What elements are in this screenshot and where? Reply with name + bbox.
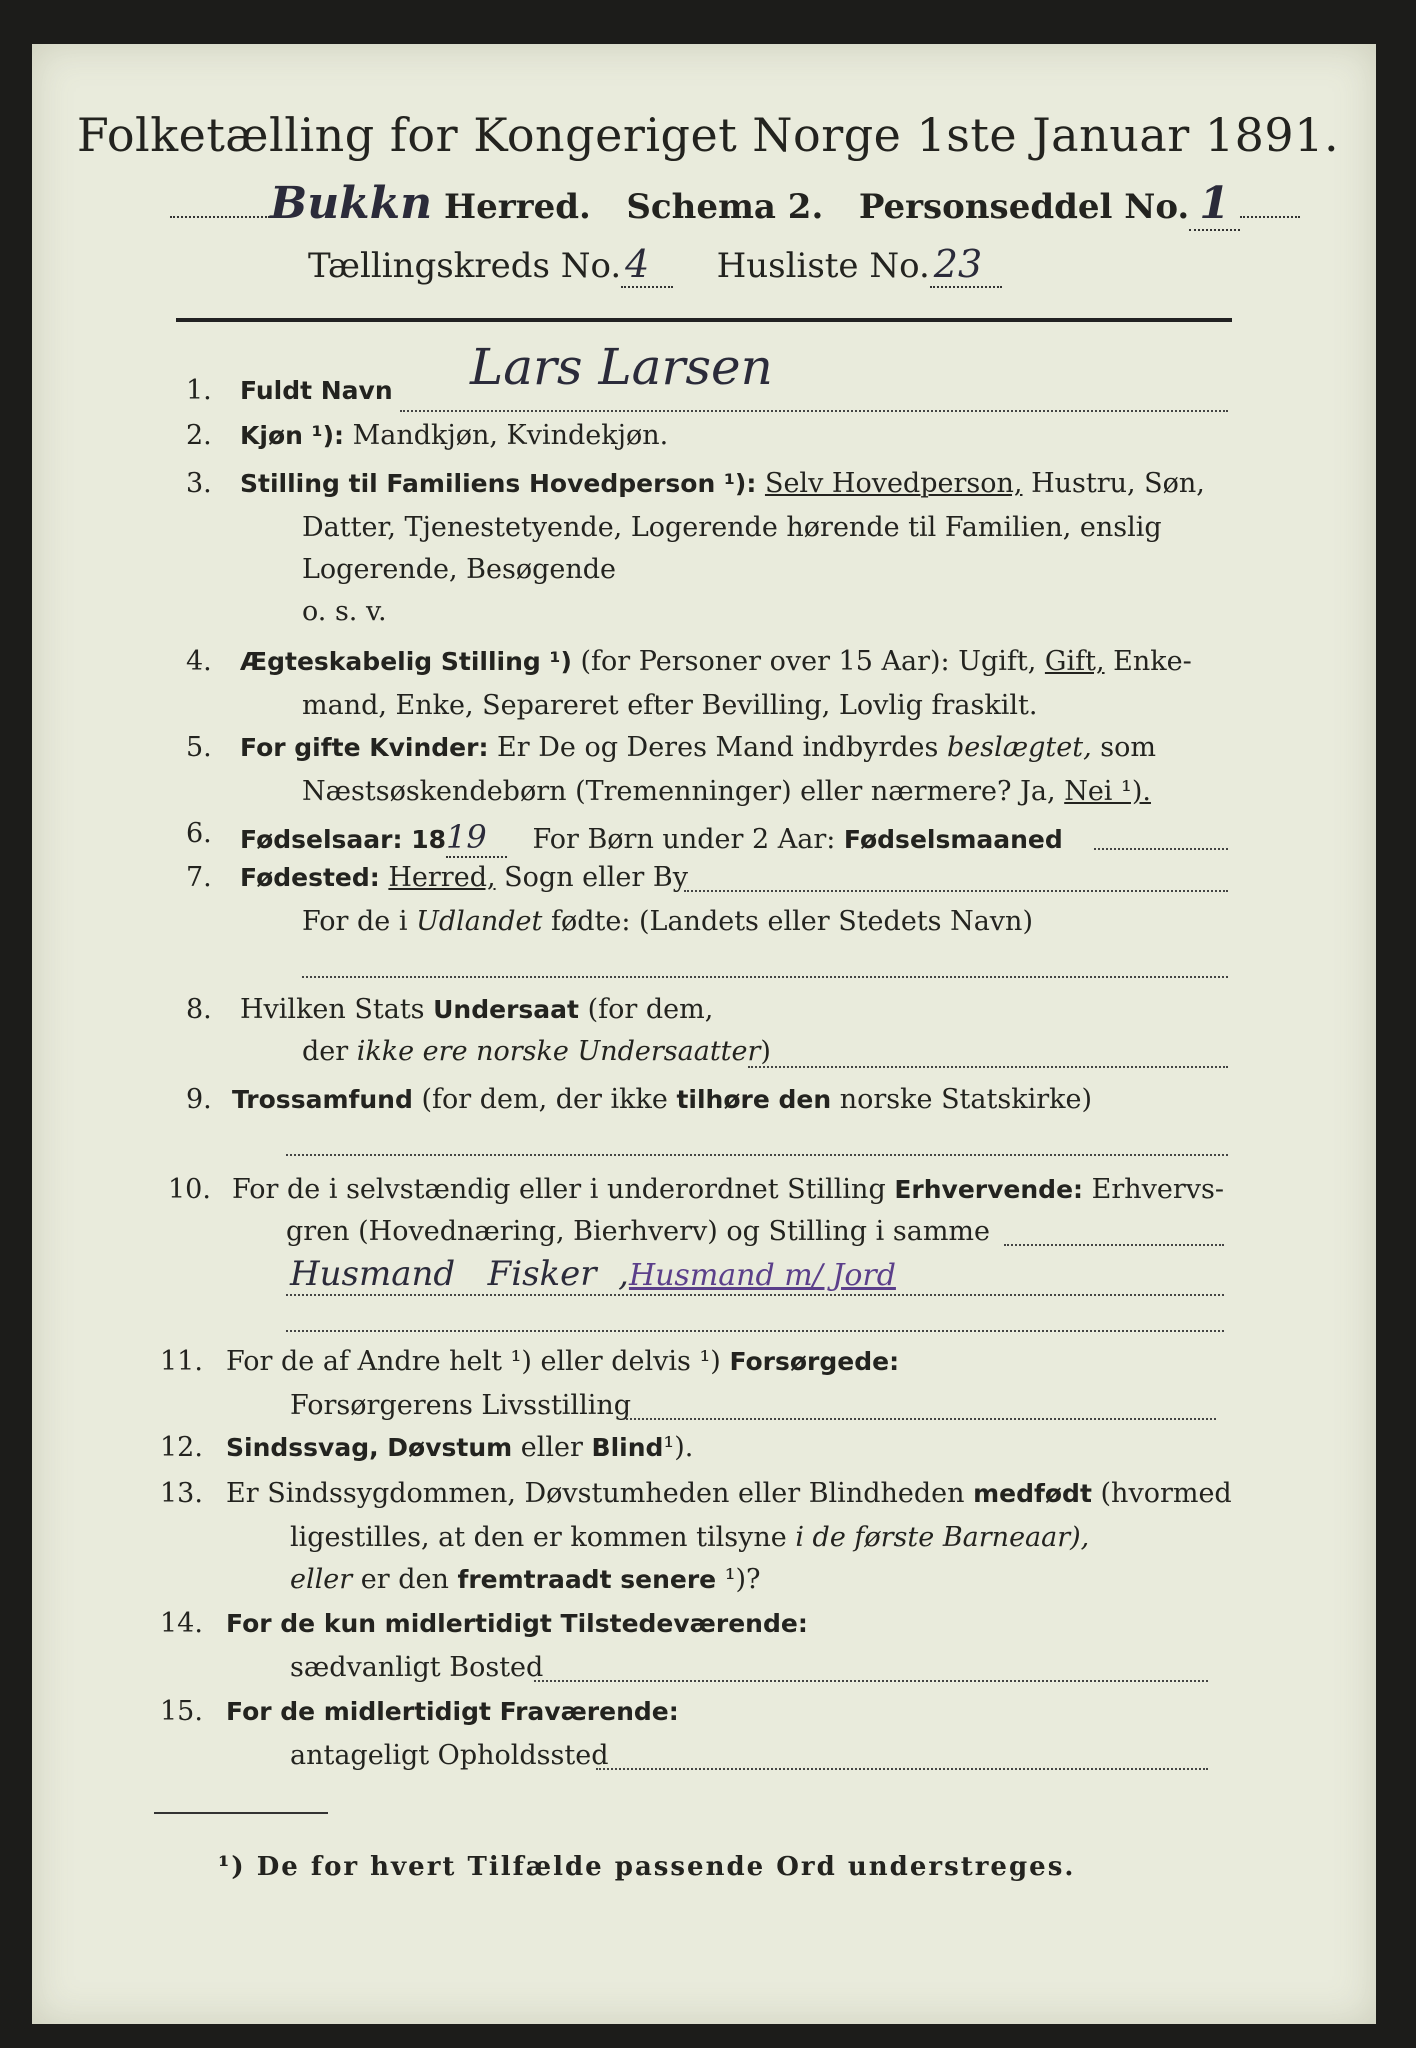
q6-label2: Fødselsmaaned — [843, 825, 1063, 854]
q13-row — [226, 1478, 1232, 1510]
q5-selected-option: Nei ¹). — [1064, 776, 1151, 807]
q7-label: Fødested: — [240, 863, 380, 892]
q15-answer-line — [596, 1768, 1208, 1770]
q3-line2: Datter, Tjenestetyende, Logerende hørende til Familien, enslig — [302, 512, 1162, 543]
q11-answer-line — [626, 1418, 1216, 1420]
q13-text-end: (hvormed — [1100, 1478, 1232, 1509]
q5-row — [240, 732, 1156, 764]
q6-year-handwritten: 19 — [446, 818, 507, 858]
q6-text: For Børn under 2 Aar: — [532, 824, 836, 855]
q10-label: Erhvervende: — [894, 1175, 1084, 1204]
item-number: 15. — [160, 1696, 203, 1727]
q5-text: Er De og Deres Mand indbyrdes — [497, 732, 939, 763]
q10-answer-part1: Husmand — [290, 1254, 456, 1294]
q15-row — [226, 1696, 679, 1728]
q13-text: Er Sindssygdommen, Døvstumheden eller Blindheden — [226, 1478, 965, 1509]
footnote: ¹) De for hvert Tilfælde passende Ord understreges. — [218, 1852, 1076, 1882]
q7-text: Sogn eller By — [504, 862, 688, 893]
footnote-divider — [154, 1812, 328, 1814]
q13-line2-italic: i de første Barneaar), — [795, 1522, 1090, 1553]
form-title: Folketælling for Kongeriget Norge 1ste Januar 1891. — [76, 108, 1340, 162]
q10-answer-part3: Husmand m/ Jord — [628, 1258, 896, 1293]
q14-line2: sædvanligt Bosted — [290, 1652, 544, 1683]
q9-answer-line — [286, 1154, 1228, 1156]
herred-label: Herred. — [444, 187, 591, 227]
q4-text: (for Personer over 15 Aar): Ugift, — [580, 646, 1037, 677]
q3-label: Stilling til Familiens Hovedperson ¹): — [240, 469, 757, 498]
q13-line2-text: ligestilles, at den er kommen tilsyne — [290, 1522, 787, 1553]
q10-line2: gren (Hovednæring, Bierhverv) og Stilling i samme — [286, 1216, 991, 1247]
q8-text2: (for dem, — [587, 994, 714, 1025]
q15-line2: antageligt Opholdssted — [290, 1740, 609, 1771]
q6-label: Fødselsaar: 18 — [240, 825, 446, 854]
taellingskreds-label: Tællingskreds No. — [308, 246, 622, 286]
q2-label: Kjøn ¹): — [240, 421, 344, 450]
q14-row — [226, 1608, 808, 1640]
q7-row — [240, 862, 688, 894]
schema-label: Schema 2. — [626, 187, 824, 227]
q4-label: Ægteskabelig Stilling ¹) — [240, 647, 572, 676]
q10-answer-line2 — [286, 1294, 1224, 1296]
q6-answer-line — [1094, 848, 1228, 850]
q4-row — [240, 646, 1192, 678]
q9-label: Trossamfund — [232, 1085, 413, 1114]
q8-answer-line — [748, 1066, 1228, 1068]
form-subheader-line — [308, 242, 1002, 288]
q15-label: midlertidigt Fraværende: — [323, 1697, 679, 1726]
personseddel-number: 1 — [1189, 178, 1240, 231]
q10-answer-line — [1004, 1244, 1224, 1246]
q3-line4: o. s. v. — [302, 596, 387, 627]
q14-answer-line — [534, 1680, 1208, 1682]
q13-line3-text: er den — [360, 1564, 449, 1595]
item-number: 11. — [160, 1346, 203, 1377]
q8-line2: der ikke ere norske Undersaatter) — [302, 1036, 771, 1067]
item-number: 14. — [160, 1608, 203, 1639]
q12-label2: Blind — [591, 1433, 664, 1462]
q8-row — [240, 994, 713, 1026]
item-number: 2. — [186, 420, 212, 451]
q4-line2: mand, Enke, Separeret efter Bevilling, Lovlig fraskilt. — [302, 690, 1038, 721]
q8-text: Hvilken Stats — [240, 994, 425, 1025]
q13-line2 — [290, 1522, 1089, 1554]
q10-row — [232, 1174, 1224, 1206]
item-number: 7. — [186, 862, 212, 893]
item-number: 5. — [186, 732, 212, 763]
q8-line2-text: der — [302, 1036, 349, 1067]
q13-label: medfødt — [973, 1479, 1092, 1508]
q13-line3 — [290, 1564, 761, 1596]
q8-label: Undersaat — [433, 995, 579, 1024]
q1-row — [240, 375, 393, 407]
q5-italic: beslægtet, — [946, 732, 1092, 763]
q1-answer-handwritten: Lars Larsen — [470, 338, 773, 396]
q6-row — [240, 818, 1063, 858]
q9-text-end: norske Statskirke) — [839, 1084, 1092, 1115]
q9-text: (for dem, der ikke — [421, 1084, 668, 1115]
q5-label: For gifte Kvinder: — [240, 733, 489, 762]
item-number: 12. — [160, 1432, 203, 1463]
q12-row — [226, 1432, 693, 1464]
q7-line2 — [302, 906, 1033, 938]
q10-answer-line3 — [286, 1330, 1224, 1332]
husliste-number: 23 — [930, 242, 1002, 288]
q11-line2: Forsørgerens Livsstilling — [290, 1390, 632, 1421]
q10-text-end: Erhvervs- — [1091, 1174, 1225, 1205]
q8-line2-italic: ikke ere norske Undersaatter — [356, 1036, 761, 1067]
q4-selected-option: Gift, — [1044, 646, 1105, 677]
q9-row — [232, 1084, 1092, 1116]
header-divider — [176, 318, 1232, 322]
item-number: 10. — [168, 1174, 211, 1205]
item-number: 1. — [186, 375, 212, 406]
q12-text-end: ¹). — [663, 1432, 694, 1463]
q12-text: eller — [520, 1432, 583, 1463]
q1-answer-line — [400, 410, 1228, 412]
q10-text: For de i selvstændig eller i underordnet Stilling — [232, 1174, 886, 1205]
q7-answer-line2 — [302, 976, 1228, 978]
q2-text: Mandkjøn, Kvindekjøn. — [352, 420, 669, 451]
item-number: 13. — [160, 1478, 203, 1509]
herred-handwritten: Bukkn — [270, 178, 433, 229]
q11-label: Forsørgede: — [729, 1347, 900, 1376]
husliste-label: Husliste No. — [716, 246, 930, 286]
q4-text-end: Enke- — [1113, 646, 1192, 677]
q10-answer-part2: Fisker — [487, 1254, 597, 1294]
item-number: 9. — [186, 1084, 212, 1115]
q7-answer-line — [684, 890, 1228, 892]
q5-line2-row — [302, 776, 1151, 808]
q13-line3-bold: fremtraadt senere — [457, 1565, 717, 1594]
item-number: 4. — [186, 646, 212, 677]
q15-text: For de — [226, 1697, 316, 1726]
q7-selected-option: Herred, — [388, 862, 496, 893]
q3-selected-option: Selv Hovedperson, — [764, 468, 1023, 499]
q7-line2-text: For de i — [302, 906, 408, 937]
q2-row — [240, 420, 668, 452]
q10-answer-handwritten: Husmand Fisker ,Husmand m/ Jord — [290, 1254, 896, 1294]
q12-label: Sindssvag, Døvstum — [226, 1433, 513, 1462]
q14-label: midlertidigt Tilstedeværende: — [384, 1609, 808, 1638]
q9-bold: tilhøre den — [676, 1085, 832, 1114]
q11-text: For de af Andre helt ¹) eller delvis ¹) — [226, 1346, 721, 1377]
q5-line2: Næstsøskendebørn (Tremenninger) eller nærmere? Ja, — [302, 776, 1056, 807]
item-number: 8. — [186, 994, 212, 1025]
q3-line3: Logerende, Besøgende — [302, 554, 616, 585]
item-number: 3. — [186, 468, 212, 499]
taellingskreds-number: 4 — [621, 242, 673, 288]
item-number: 6. — [186, 818, 212, 849]
personseddel-label: Personseddel No. — [858, 187, 1190, 227]
q11-row — [226, 1346, 899, 1378]
q3-text: Hustru, Søn, — [1031, 468, 1205, 499]
q3-row — [240, 468, 1205, 500]
q7-line2-text-end: fødte: (Landets eller Stedets Navn) — [550, 906, 1033, 937]
q7-line2-italic: Udlandet — [416, 906, 543, 937]
q13-line3-italic: eller — [290, 1564, 353, 1595]
q1-label: Fuldt Navn — [240, 376, 393, 405]
q14-text: For de kun — [226, 1609, 377, 1638]
q5-text-end: som — [1100, 732, 1156, 763]
q13-line3-end: ¹)? — [724, 1564, 761, 1595]
form-header-line — [170, 178, 1240, 231]
